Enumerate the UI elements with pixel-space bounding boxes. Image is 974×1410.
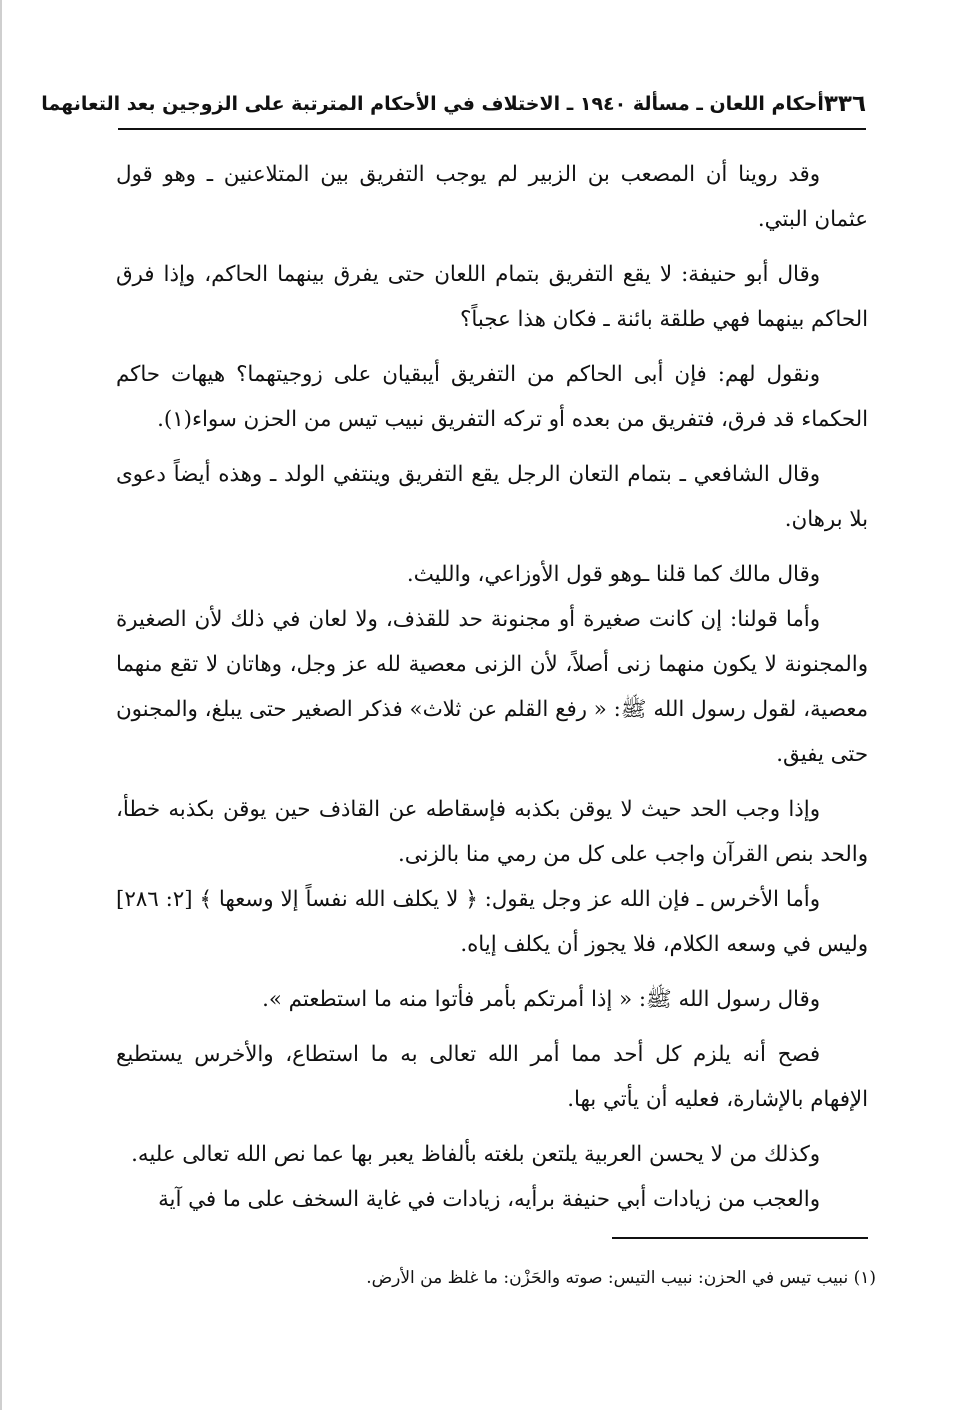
paragraph: وقال رسول الله ﷺ: « إذا أمرتكم بأمر فأتوا منه ما استطعتم ». [262,987,820,1012]
paragraph: وكذلك من لا يحسن العربية يلتعن بلغته بألفاظ يعبر بها عما نص الله تعالى عليه. [131,1142,820,1167]
running-title: أحكام اللعان ـ مسألة ١٩٤٠ ـ الاختلاف في الأحكام المترتبة على الزوجين بعد التعانهما [41,93,824,115]
paragraph: وقال الشافعي ـ بتمام التعان الرجل يقع التفريق وينتفي الولد ـ وهذه أيضاً دعوى بلا برهان. [116,462,868,532]
paragraph: وقد روينا أن المصعب بن الزبير لم يوجب التفريق بين المتلاعنين ـ وهو قول عثمان البتي. [116,162,868,232]
running-header [41,80,866,130]
paragraph: وأما قولنا: إن كانت صغيرة أو مجنونة حد للقذف، ولا لعان في ذلك لأن الصغيرة والمجنونة لا يكون منهما زنى أصلاً، لأن الزنى معصية لله عز وجل، وهاتان لا تقع منهما معصية، لقول رسول الله ﷺ: « رفع القلم عن ثلاث» فذكر الصغير حتى يبلغ، والمجنون حتى يفيق. [116,607,868,767]
paragraph: وإذا وجب الحد حيث لا يوقن بكذبه فإسقاطه عن القاذف حين يوقن بكذبه خطأ، والحد بنص القرآن واجب على كل من رمي منا بالزنى. [116,797,868,867]
page-edge [0,0,2,1410]
paragraph: وقال مالك كما قلنا ـوهو قول الأوزاعي، والليث. [406,562,820,587]
paragraph: والعجب من زيادات أبي حنيفة برأيه، زيادات في غاية السخف على ما في آية [158,1187,820,1212]
paragraph: وأما الأخرس ـ فإن الله عز وجل يقول: ﴿ لا يكلف الله نفساً إلا وسعها ﴾ [٢: ٢٨٦] وليس في وسعه الكلام، فلا يجوز أن يكلف إياه. [116,887,868,957]
paragraph: وقال أبو حنيفة: لا يقع التفريق بتمام اللعان حتى يفرق بينهما الحاكم، وإذا فرق الحاكم بينهما فهي طلقة بائنة ـ فكان هذا عجباً؟ [116,262,868,332]
paragraph: فصح أنه يلزم كل أحد مما أمر الله تعالى به ما استطاع، والأخرس يستطيع الإفهام بالإشارة، فعليه أن يأتي بها. [116,1042,868,1112]
page-number: ٣٣٦ [823,91,866,117]
paragraph: ونقول لهم: فإن أبى الحاكم من التفريق أيبقيان على زوجيتهما؟ هيهات حاكم الحكماء قد فرق، فتفريق من بعده أو تركه التفريق نبيب تيس من الحزن سواء(١). [116,362,868,432]
footnote: (١) نبيب تيس في الحزن: نبيب التيس: صوته والحَزْن: ما غلظ من الأرض. [366,1268,876,1288]
main-text [116,152,868,1222]
footnote-divider [612,1237,868,1239]
